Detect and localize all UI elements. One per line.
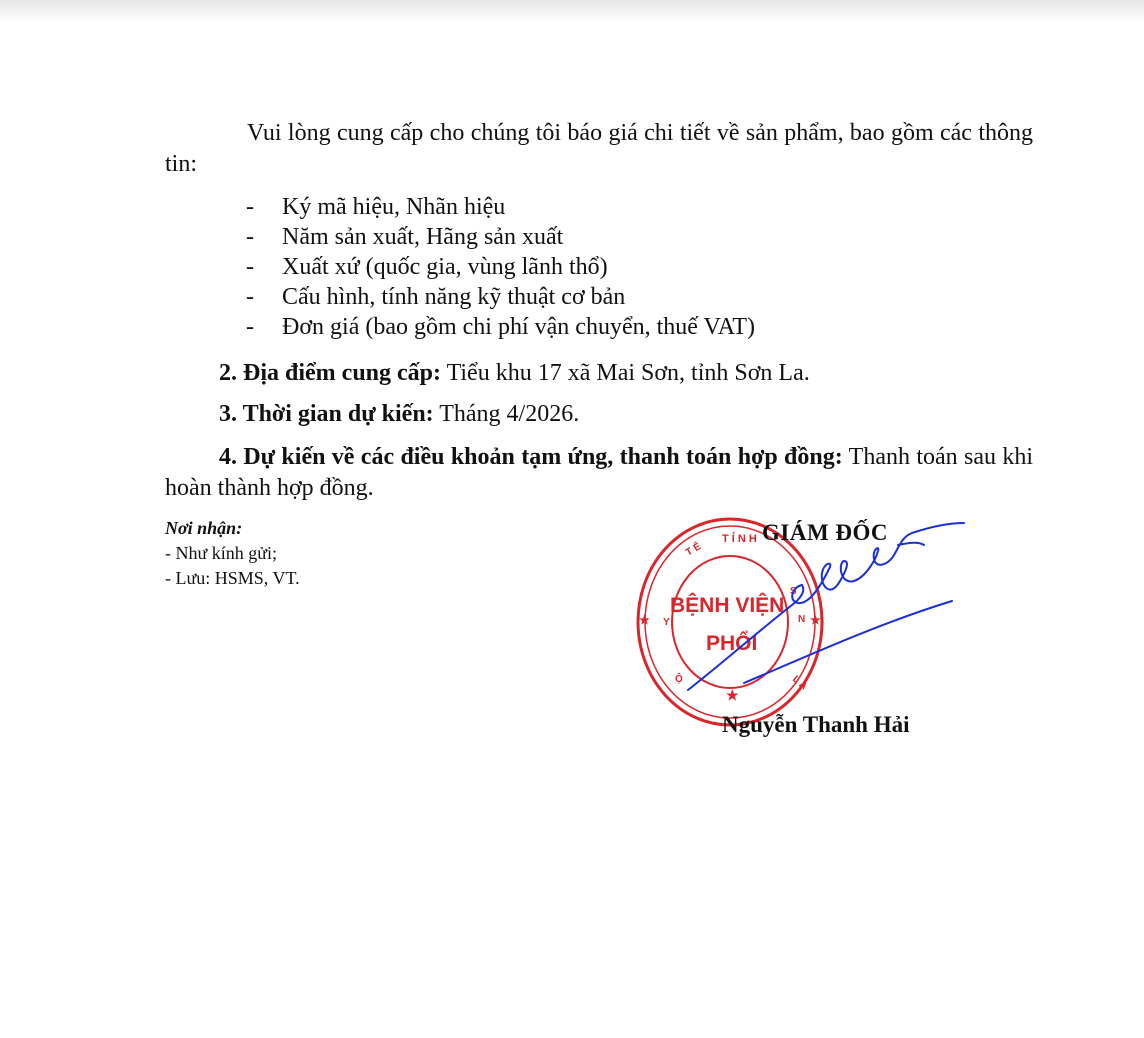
list-item: [246, 192, 755, 222]
svg-text:T Ỉ N H: T Ỉ N H: [722, 533, 757, 545]
svg-text:T Ế: T Ế: [684, 541, 703, 559]
list-item-text: Đơn giá (bao gồm chi phí vận chuyển, thuế VAT): [282, 314, 756, 340]
list-item: [246, 312, 755, 342]
section-text: Tiểu khu 17 xã Mai Sơn, tỉnh Sơn La.: [441, 360, 810, 386]
seal-text-line1: BỆNH VIỆN: [670, 594, 785, 617]
list-item-text: Xuất xứ (quốc gia, vùng lãnh thổ): [282, 254, 608, 280]
list-marker: -: [246, 254, 254, 280]
section-text: Thanh toán sau khi hoàn thành hợp đồng.: [165, 444, 1034, 501]
list-marker: -: [246, 224, 254, 250]
svg-text:S: S: [790, 586, 797, 597]
recipients-block: [165, 516, 300, 591]
list-item: [246, 252, 755, 282]
svg-text:★: ★: [726, 687, 739, 703]
signature-title: GIÁM ĐỐC: [762, 520, 889, 545]
section-label: 4. Dự kiến về các điều khoản tạm ứng, thanh toán hợp đồng:: [219, 444, 843, 470]
handwritten-signature: [680, 515, 970, 705]
section-text: Tháng 4/2026.: [433, 401, 580, 427]
svg-text:Ộ: Ộ: [675, 674, 683, 685]
list-item-text: Năm sản xuất, Hãng sản xuất: [282, 224, 564, 250]
info-list: [246, 192, 755, 342]
list-marker: -: [246, 314, 254, 340]
section-delivery-location: [165, 358, 1033, 389]
list-item-text: Ký mã hiệu, Nhãn hiệu: [282, 194, 506, 220]
intro-paragraph: Vui lòng cung cấp cho chúng tôi báo giá chi tiết về sản phẩm, bao gồm các thông tin:: [165, 120, 1033, 177]
section-label: 3. Thời gian dự kiến:: [219, 401, 434, 427]
svg-text:N: N: [798, 614, 806, 625]
list-item-text: Cấu hình, tính năng kỹ thuật cơ bản: [282, 284, 626, 310]
section-expected-time: [165, 399, 1033, 430]
svg-text:L A: L A: [790, 673, 810, 693]
recipients-title: Nơi nhận:: [165, 518, 243, 538]
recipient-line: - Như kính gửi;: [165, 543, 278, 563]
list-item: [246, 282, 755, 312]
list-item: [246, 222, 755, 252]
seal-text-line2: PHỔI: [706, 632, 758, 655]
list-marker: -: [246, 284, 254, 310]
svg-text:Y: Y: [663, 617, 670, 628]
section-payment-terms: [165, 442, 1033, 504]
signer-name: Nguyễn Thanh Hải: [722, 712, 910, 737]
svg-text:★: ★: [639, 613, 650, 627]
svg-text:★: ★: [810, 613, 821, 627]
list-marker: -: [246, 194, 254, 220]
recipient-line: - Lưu: HSMS, VT.: [165, 568, 300, 588]
section-label: 2. Địa điểm cung cấp:: [219, 360, 441, 386]
